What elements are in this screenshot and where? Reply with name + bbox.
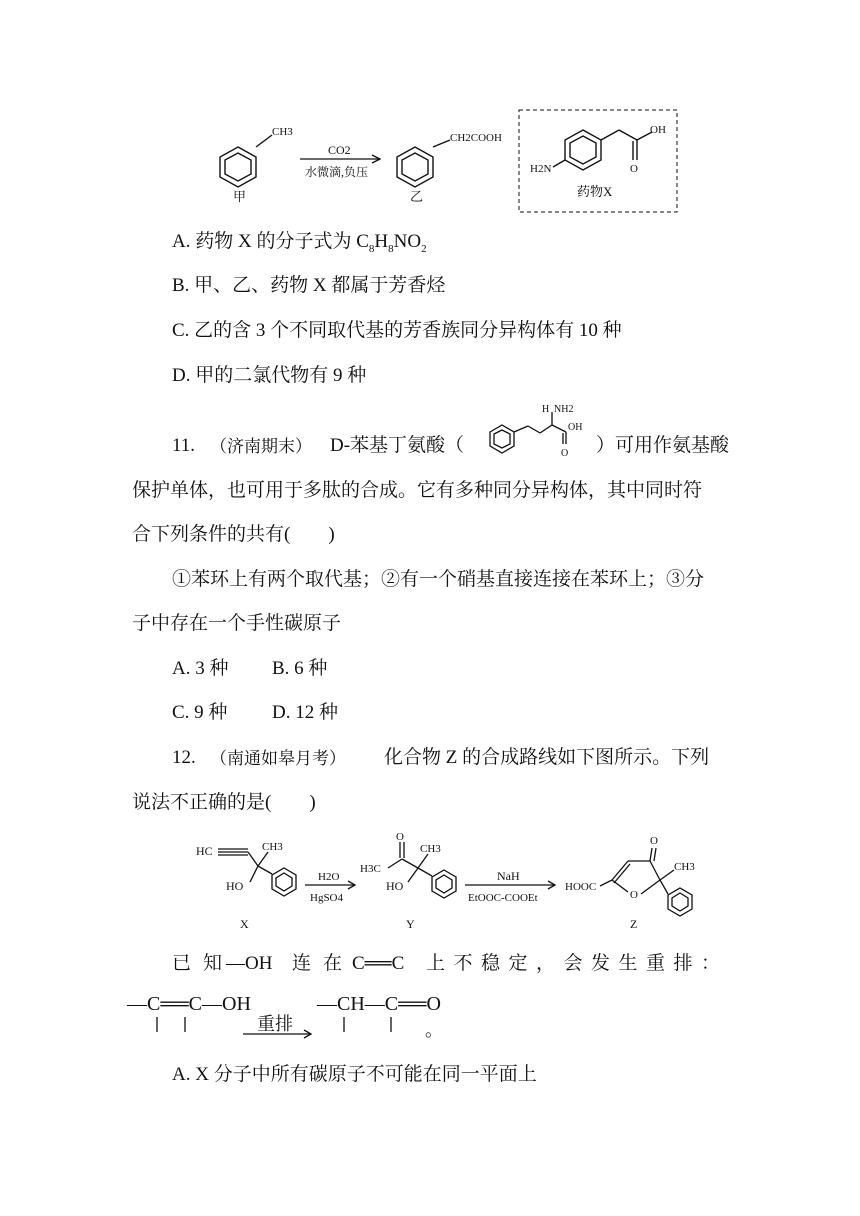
q11-struct-h: H [542, 404, 550, 415]
z-ch3: CH3 [674, 861, 695, 873]
q11-option-a: A. 3 种 [172, 658, 229, 679]
q11-struct-nh2: NH2 [554, 404, 574, 415]
q12-synthesis-scheme [0, 828, 860, 938]
q10-option-c: C. 乙的含 3 个不同取代基的芳香族同分异构体有 10 种 [172, 320, 622, 341]
reagent-nah: NaH [497, 869, 520, 883]
scheme1-reaction [0, 0, 860, 220]
q12-known-suffix: 上不稳定，会发生重排： [426, 953, 729, 974]
z-o-ketone: O [650, 835, 658, 847]
q11-conditions-2: 子中存在一个手性碳原子 [132, 613, 342, 634]
rearr-left: —C══C—OH [127, 993, 251, 1015]
q11-line2: 保护单体，也可用于多肽的合成。它有多种同分异构体，其中同时符 [132, 480, 703, 501]
q11-source: （济南期末） [210, 437, 312, 456]
rearr-right: —CH—C══O [317, 993, 441, 1015]
rearr-arrow-label: 重排 [257, 1014, 293, 1034]
reagent-conditions: 水微滴,负压 [305, 165, 369, 179]
q10-option-a: A. 药物 X 的分子式为 $C_8H_8NO_2$ [172, 231, 427, 255]
q12-known-oh: —OH [226, 953, 273, 974]
q11-conditions-1: ①苯环上有两个取代基；②有一个硝基直接连接在苯环上；③分 [172, 569, 705, 590]
q12-option-a: A. X 分子中所有碳原子不可能在同一平面上 [172, 1064, 537, 1085]
toluene-label: 甲 [233, 189, 247, 204]
q11-struct-oh: OH [568, 422, 583, 433]
q12-line2: 说法不正确的是( ) [132, 792, 316, 813]
q10-option-d: D. 甲的二氯代物有 9 种 [172, 365, 367, 386]
q10-option-b: B. 甲、乙、药物 X 都属于芳香烃 [172, 275, 446, 296]
q11-option-c: C. 9 种 [172, 702, 228, 723]
drug-x-h2n: H2N [530, 163, 552, 175]
z-o-ring: O [630, 889, 638, 901]
q11-line3: 合下列条件的共有( ) [132, 524, 335, 545]
y-h3c: H3C [360, 863, 381, 875]
q12-source: （南通如皋月考） [210, 749, 346, 768]
x-label: X [240, 917, 249, 931]
q11-phenylbutanoic-structure [470, 400, 600, 460]
x-ho: HO [226, 879, 244, 893]
q12-number: 12. [172, 747, 196, 768]
y-ch3: CH3 [420, 843, 441, 855]
q11-option-d: D. 12 种 [272, 702, 338, 723]
q11-compound: D-苯基丁氨酸（ [330, 435, 465, 456]
y-ho: HO [386, 879, 404, 893]
rearr-period: 。 [425, 1020, 443, 1040]
q12-known-mid: 连在 [292, 953, 355, 974]
drug-x-label: 药物X [577, 184, 613, 199]
q11-struct-o: O [561, 448, 569, 459]
rearrangement-equation [125, 988, 585, 1048]
reagent-co2: CO2 [328, 143, 351, 157]
toluene-ch3: CH3 [272, 126, 293, 138]
y-label: Y [406, 917, 415, 931]
x-hc: HC [196, 844, 213, 858]
z-label: Z [630, 917, 638, 931]
z-hooc: HOOC [565, 881, 597, 893]
phenylacetic-ch2cooh: CH2COOH [450, 132, 502, 144]
toluene-structure [220, 135, 272, 187]
compound-z-structure [600, 848, 692, 916]
x-ch3: CH3 [262, 841, 283, 853]
q12-known-cc: C══C [352, 953, 405, 974]
phenylacetic-label: 乙 [410, 189, 424, 204]
q11-number: 11. [172, 435, 196, 456]
drug-x-o: O [630, 163, 638, 175]
y-o: O [396, 831, 404, 843]
reagent-h2o: H2O [318, 871, 340, 883]
reagent-ester: EtOOC-COOEt [468, 892, 538, 904]
q11-option-b: B. 6 种 [272, 658, 328, 679]
drug-x-oh: OH [650, 124, 666, 136]
q12-known-prefix: 已知 [172, 953, 235, 974]
q11-stem-end: ）可用作氨基酸 [596, 435, 730, 456]
q12-stem: 化合物 Z 的合成路线如下图所示。下列 [384, 747, 710, 768]
reagent-hgso4: HgSO4 [310, 892, 344, 904]
phenylacetic-acid-structure [397, 140, 450, 187]
